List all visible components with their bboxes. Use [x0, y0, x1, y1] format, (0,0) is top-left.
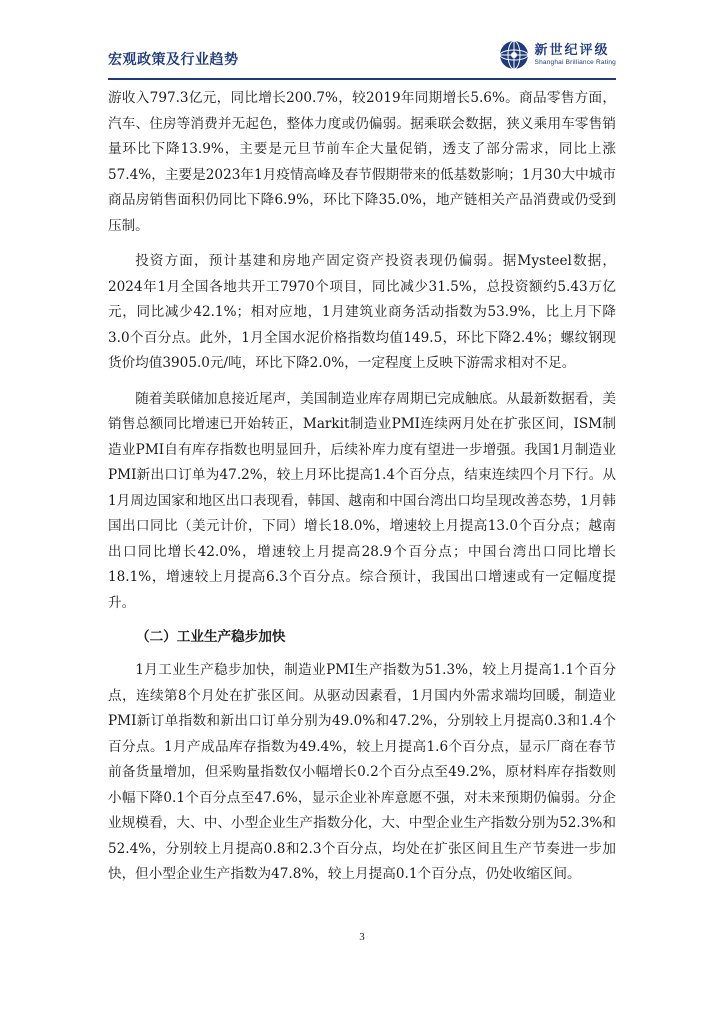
paragraph-consumption: 游收入797.3亿元，同比增长200.7%，较2019年同期增长5.6%。商品零售方面，汽车、住房等消费并无起色，整体力度或仍偏弱。据乘联会数据，狭义乘用车零售销量环比下降13.9%，主要是元旦节前车企大量促销，透支了部分需求，同比上涨57.4%，主要是2023年1月疫情高峰及春节假期带来的低基数影响；1月30大中城市商品房销售面积仍同比下降6.9%，环比下降35.0%，地产链相关产品消费或仍受到压制。 [108, 90, 616, 234]
paragraph-industrial-production: 1月工业生产稳步加快，制造业PMI生产指数为51.3%，较上月提高1.1个百分点，连续第8个月处在扩张区间。从驱动因素看，1月国内外需求端均回暖，制造业PMI新订单指数和新出口订单分别为49.0%和47.2%，分别较上月提高0.3和1.4个百分点。1月产成品库存指数为49.4%，较上月提高1.6个百分点，显示厂商在春节前备货量增加，但采购量指数仅小幅增长0.2个百分点至49.2%，原材料库存指数则小幅下降0.1个百分点至47.6%，显示企业补库意愿不强，对未来预期仍偏弱。分企业规模看，大、中、小型企业生产指数分化，大、中型企业生产指数分别为52.3%和52.4%，分别较上月提高0.8和2.3个百分点，均处在扩张区间且生产节奏进一步加快，但小型企业生产指数为47.8%，较上月提高0.1个百分点，仍处收缩区间。 [108, 662, 616, 882]
brand-logo [499, 38, 616, 72]
logo-chinese-name: 新世纪评级 [534, 42, 610, 58]
header-divider [108, 78, 616, 80]
section-heading: （二）工业生产稳步加快 [136, 629, 286, 645]
paragraph-investment: 投资方面，预计基建和房地产固定资产投资表现仍偏弱。据Mysteel数据，2024年1月全国各地共开工7970个项目，同比减少31.5%，总投资额约5.43万亿元，同比减少42.1%；相对应地，1月建筑业商务活动指数为53.9%，比上月下降3.0个百分点。此外，1月全国水泥价格指数均值149.5，环比下降2.4%；螺纹钢现货价均值3905.0元/吨，环比下降2.0%，一定程度上反映下游需求相对不足。 [108, 253, 616, 371]
logo-english-name: Shanghai Brilliance Rating [534, 58, 616, 66]
page-number: 3 [359, 931, 365, 943]
report-body [108, 86, 616, 898]
globe-logo-icon [499, 40, 529, 70]
header-title: 宏观政策及行业趋势 [108, 52, 239, 68]
page-header [108, 38, 616, 78]
paragraph-exports: 随着美联储加息接近尾声，美国制造业库存周期已完成触底。从最新数据看，美销售总额同比增速已开始转正，Markit制造业PMI连续两月处在扩张区间，ISM制造业PMI自有库存指数也明显回升，后续补库力度有望进一步增强。我国1月制造业PMI新出口订单为47.2%，较上月环比提高1.4个百分点，结束连续四个月下行。从1月周边国家和地区出口表现看，韩国、越南和中国台湾出口均呈现改善态势，1月韩国出口同比（美元计价，下同）增长18.0%，增速较上月提高13.0个百分点；越南出口同比增长42.0%，增速较上月提高28.9个百分点；中国台湾出口同比增长18.1%，增速较上月提高6.3个百分点。综合预计，我国出口增速或有一定幅度提升。 [108, 390, 616, 611]
